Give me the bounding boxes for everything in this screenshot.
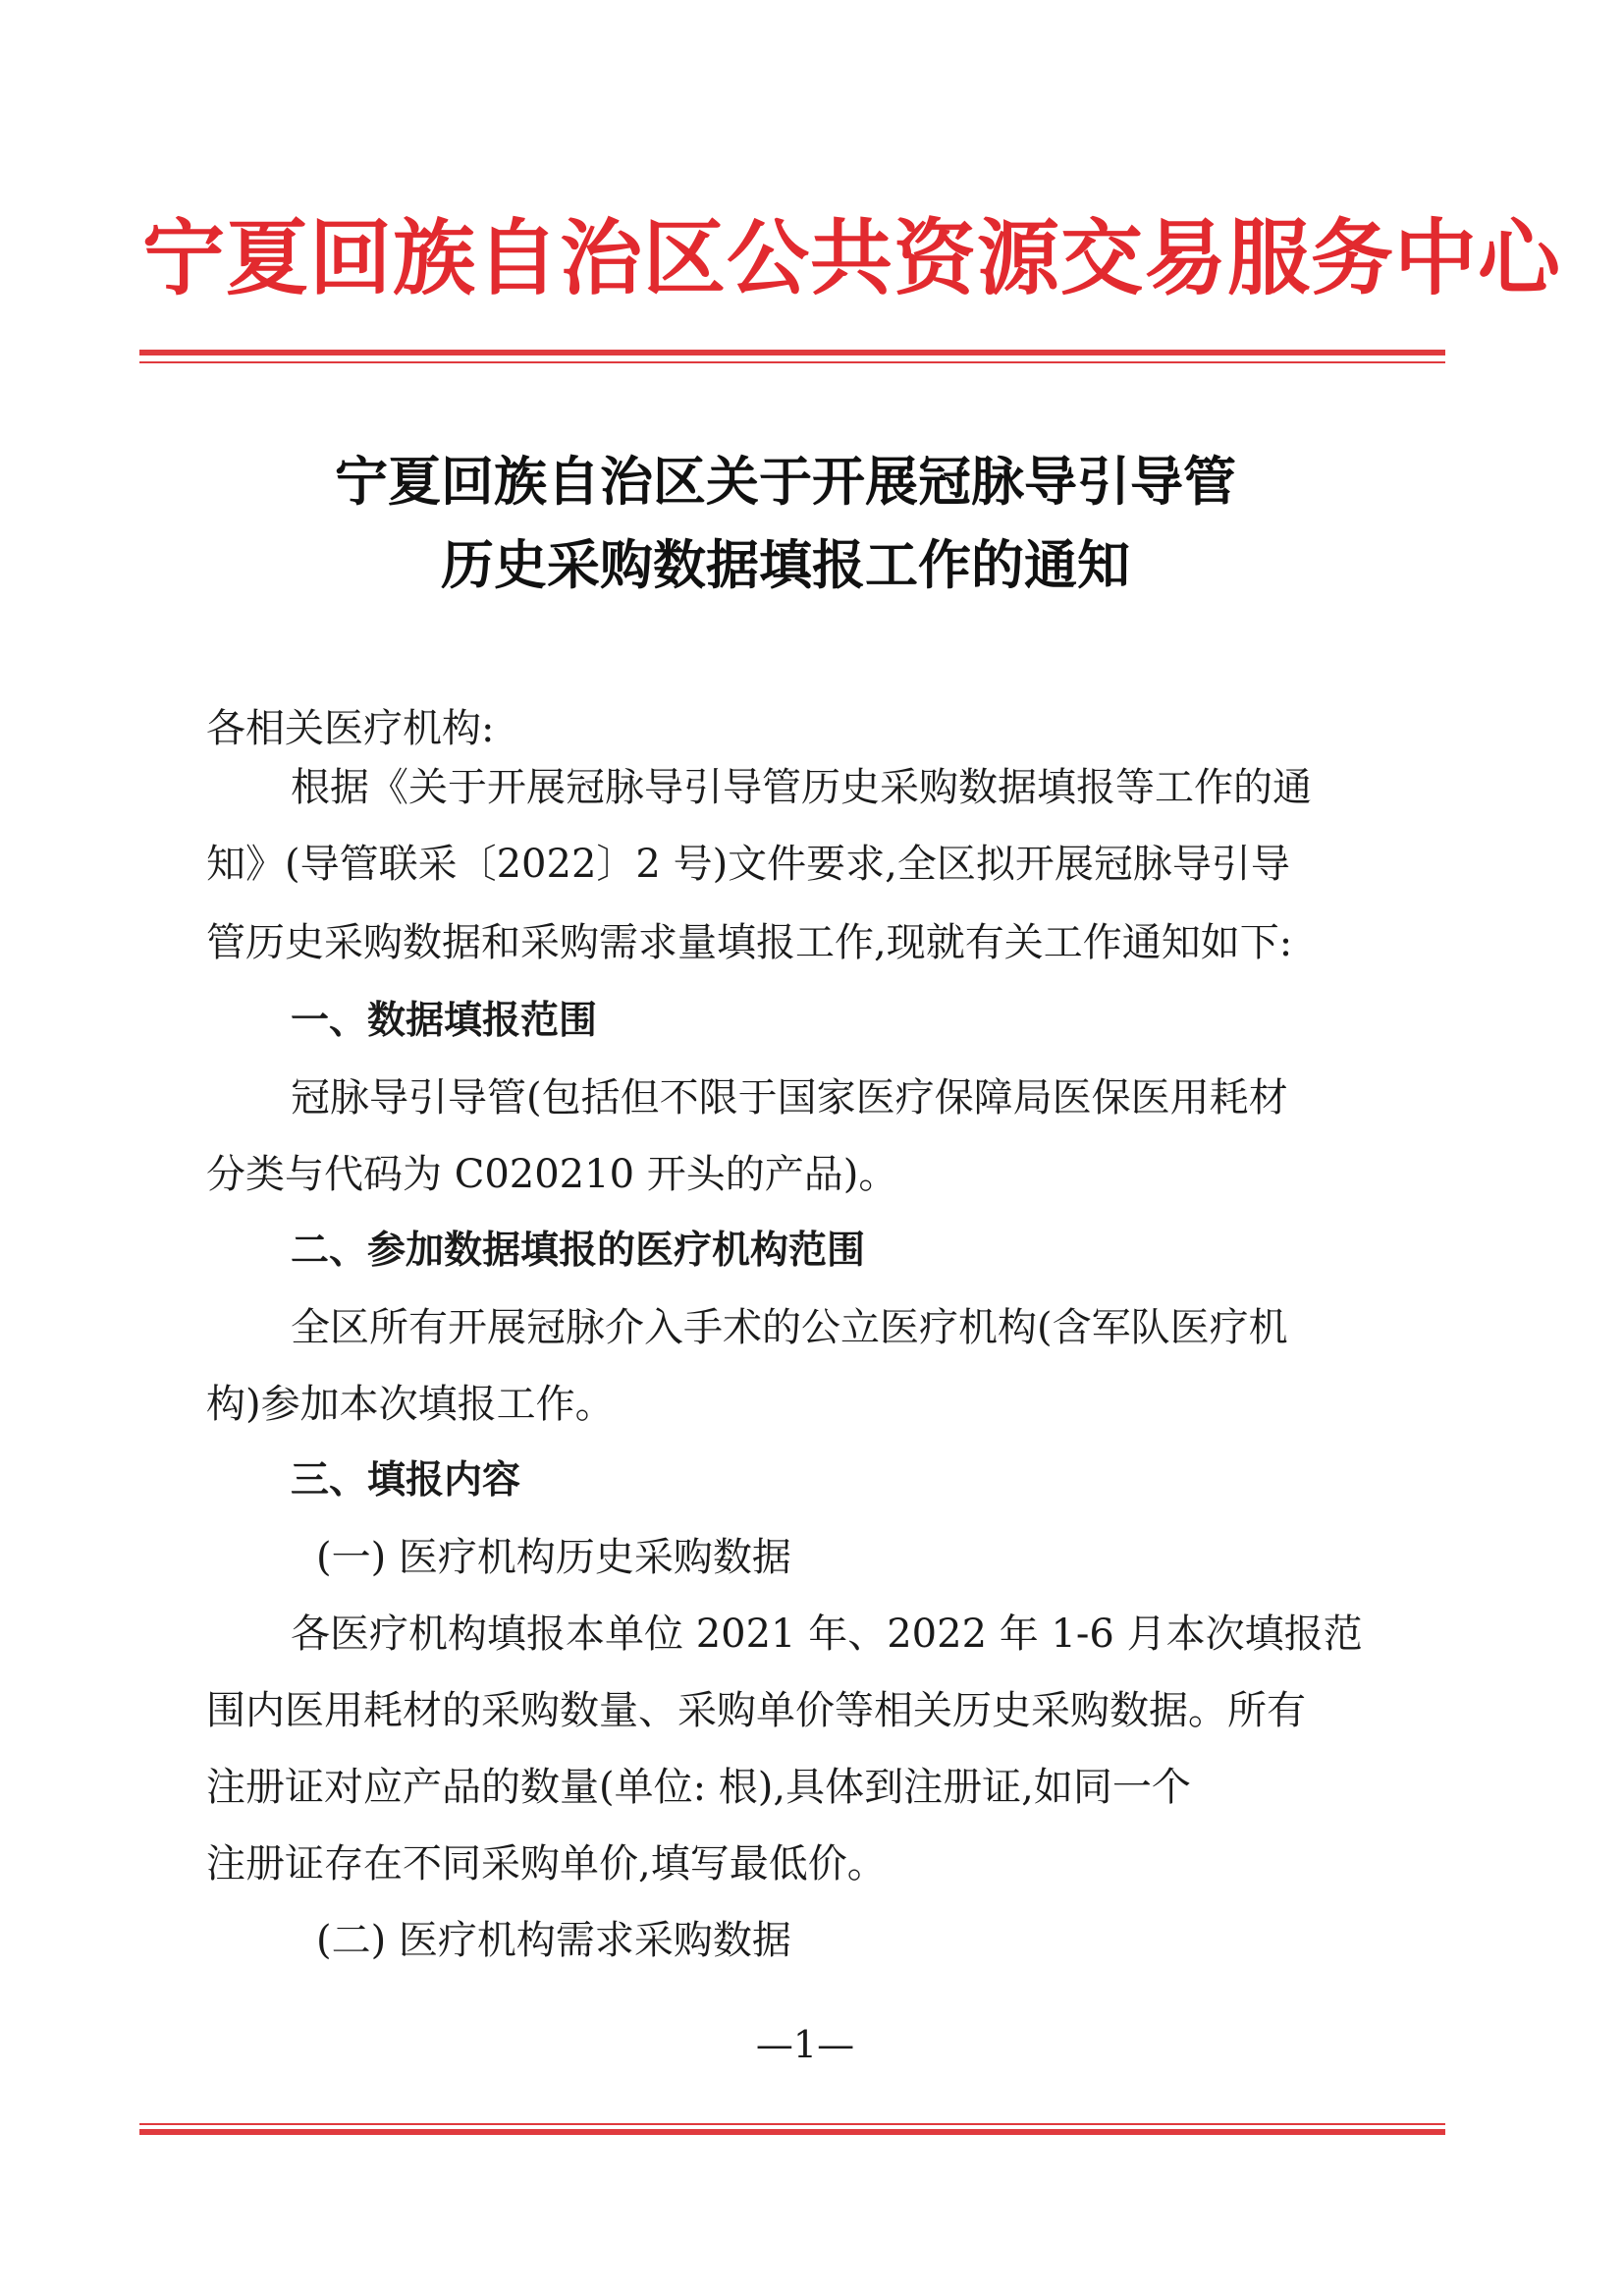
section2-heading: 二、参加数据填报的医疗机构范围: [291, 1229, 866, 1273]
section2-line-1: 全区所有开展冠脉介入手术的公立医疗机构(含军队医疗机: [291, 1305, 1288, 1350]
section1-line-2: 分类与代码为 C020210 开头的产品)。: [206, 1152, 898, 1197]
masthead-rule-thick: [139, 350, 1445, 355]
section2-line-2: 构)参加本次填报工作。: [206, 1382, 615, 1427]
section3-sub1-line-1: 各医疗机构填报本单位 2021 年、2022 年 1-6 月本次填报范: [291, 1612, 1363, 1657]
section3-sub2-heading: (二) 医疗机构需求采购数据: [316, 1918, 791, 1963]
document-title-line2: 历史采购数据填报工作的通知: [441, 533, 1130, 596]
page-number: —1—: [755, 2023, 855, 2066]
section3-sub1-line-4: 注册证存在不同采购单价,填写最低价。: [206, 1841, 887, 1886]
footer-rule-thick: [139, 2129, 1445, 2135]
intro-line-2: 知》(导管联采〔2022〕2 号)文件要求,全区拟开展冠脉导引导: [206, 842, 1290, 887]
masthead-org-name: 宁夏回族自治区公共资源交易服务中心: [142, 209, 1562, 306]
section3-heading: 三、填报内容: [291, 1458, 521, 1503]
section3-sub1-line-2: 围内医用耗材的采购数量、采购单价等相关历史采购数据。所有: [206, 1688, 1306, 1733]
intro-line-3: 管历史采购数据和采购需求量填报工作,现就有关工作通知如下:: [206, 920, 1293, 965]
document-title-line1: 宁夏回族自治区关于开展冠脉导引导管: [335, 450, 1236, 513]
intro-line-1: 根据《关于开展冠脉导引导管历史采购数据填报等工作的通: [291, 765, 1312, 810]
section3-sub1-line-3: 注册证对应产品的数量(单位: 根),具体到注册证,如同一个: [206, 1765, 1191, 1810]
footer-rule-thin: [139, 2123, 1445, 2125]
section1-line-1: 冠脉导引导管(包括但不限于国家医疗保障局医保医用耗材: [291, 1075, 1288, 1121]
section1-heading: 一、数据填报范围: [291, 999, 598, 1043]
masthead-rule-thin: [139, 361, 1445, 363]
salutation: 各相关医疗机构:: [206, 706, 495, 751]
section3-sub1-heading: (一) 医疗机构历史采购数据: [316, 1535, 791, 1580]
